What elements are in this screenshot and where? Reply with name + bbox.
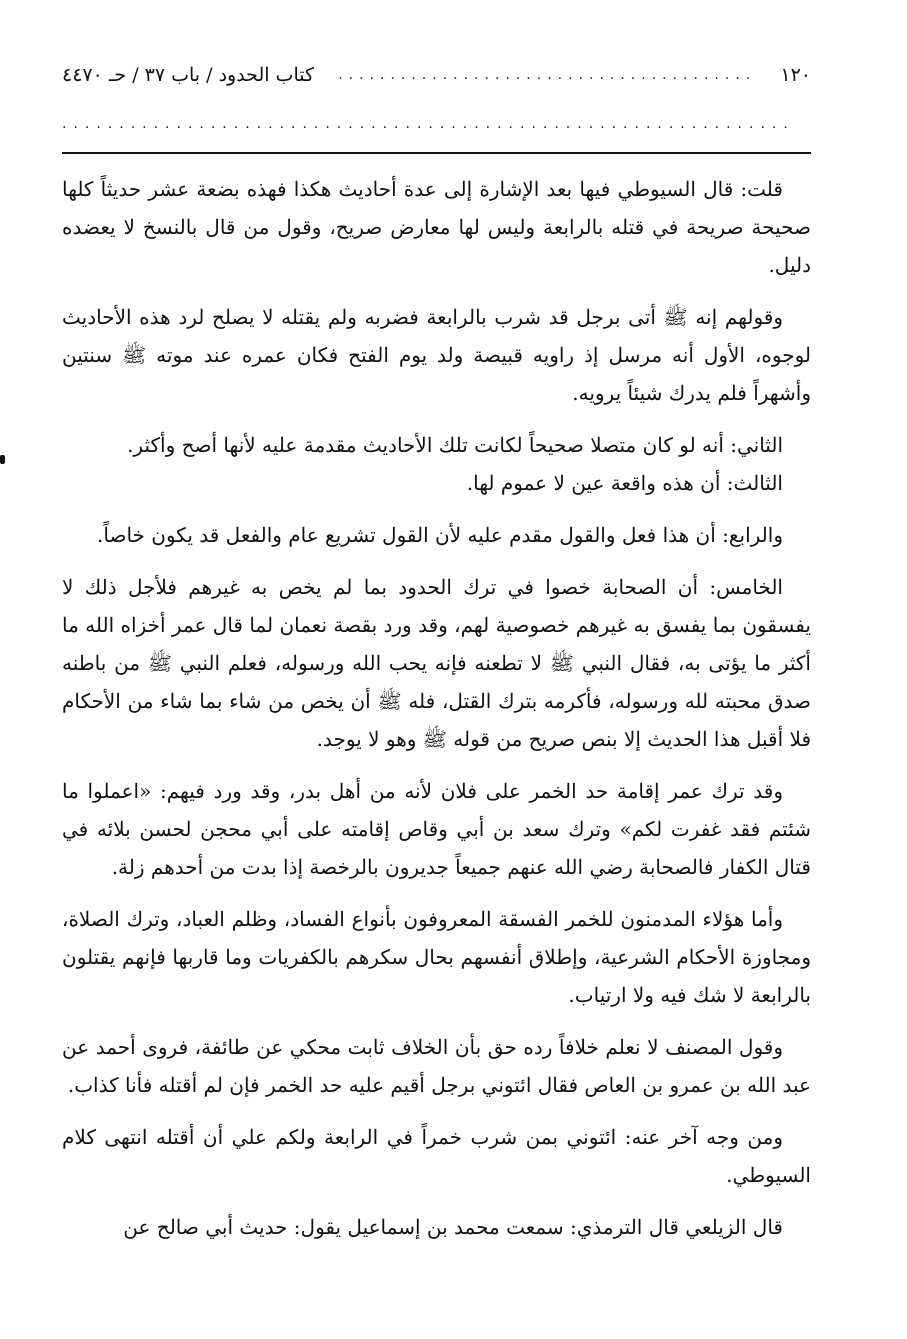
running-head (62, 60, 811, 90)
header-rule (62, 152, 811, 154)
dot-separator-row: ................................................................ (62, 116, 795, 132)
paragraph: ومن وجه آخر عنه: ائتوني بمن شرب خمراً في الرابعة ولكم علي أن أقتله انتهى كلام السيوطي. (62, 1125, 811, 1187)
paragraph: وقول المصنف لا نعلم خلافاً رده حق بأن الخلاف ثابت محكي عن طائفة، فروى أحمد عن عبد الله بن عمرو بن العاص فقال ائتوني برجل أقيم عليه حد الخمر فإن لم أقتله فأنا كذاب. (62, 1035, 811, 1097)
paragraph: الثاني: أنه لو كان متصلا صحيحاً لكانت تلك الأحاديث مقدمة عليه لأنها أصح وأكثر. (127, 433, 783, 457)
paragraph: وقولهم إنه ﷺ أتى برجل قد شرب بالرابعة فضربه ولم يقتله لا يصلح لرد هذه الأحاديث لوجوه، الأول أنه مرسل إذ راويه قبيصة ولد يوم الفتح فكان عمره عند موته ﷺ سنتين وأشهراً فلم يدرك شيئاً يرويه. (62, 305, 811, 405)
paragraph: قال الزيلعي قال الترمذي: سمعت محمد بن إسماعيل يقول: حديث أبي صالح عن (123, 1215, 783, 1239)
paragraph: والرابع: أن هذا فعل والقول مقدم عليه لأن القول تشريع عام والفعل قد يكون خاصاً. (97, 523, 783, 547)
paragraph: وقد ترك عمر إقامة حد الخمر على فلان لأنه من أهل بدر، وقد ورد فيهم: «اعملوا ما شئتم فقد غفرت لكم» وترك سعد بن أبي وقاص إقامته على أبي محجن لحسن بلائه في قتال الكفار فالصحابة رضي الله عنهم جميعاً جديرون بالرخصة إذا بدت من أحدهم زلة. (62, 779, 811, 879)
header-dot-leader: ........................................ (338, 67, 757, 83)
paragraph: الخامس: أن الصحابة خصوا في ترك الحدود بما لم يخص به غيرهم فلأجل ذلك لا يفسقون بما يفسق به غيرهم خصوصية لهم، وقد ورد بقصة نعمان لما قال عمر أخزاه الله ما أكثر ما يؤتى به، فقال النبي ﷺ لا تطعنه فإنه يحب الله ورسوله، فعلم النبي ﷺ من باطنه صدق محبته لله ورسوله، فأكرمه بترك القتل، فله ﷺ أن يخص من شاء بما شاء من الأحكام فلا أقبل هذا الحديث إلا بنص صريح من قوله ﷺ وهو لا يوجد. (62, 575, 811, 751)
main-text (62, 170, 811, 1260)
margin-mark (0, 455, 5, 464)
page-number: ١٢٠ (780, 64, 811, 86)
paragraph: الثالث: أن هذه واقعة عين لا عموم لها. (466, 471, 783, 495)
running-head-title: كتاب الحدود / باب ٣٧ / حـ ٤٤٧٠ (62, 64, 315, 86)
paragraph: وأما هؤلاء المدمنون للخمر الفسقة المعروفون بأنواع الفساد، وظلم العباد، وترك الصلاة، ومجاوزة الأحكام الشرعية، وإطلاق أنفسهم بحال سكرهم بالكفريات وما قاربها فإنهم يقتلون بالرابعة لا شك فيه ولا ارتياب. (62, 907, 811, 1007)
paragraph: قلت: قال السيوطي فيها بعد الإشارة إلى عدة أحاديث هكذا فهذه بضعة عشر حديثاً كلها صحيحة صريحة في قتله بالرابعة وليس لها معارض صريح، وقول من قال بالنسخ لا يعضده دليل. (62, 177, 811, 277)
